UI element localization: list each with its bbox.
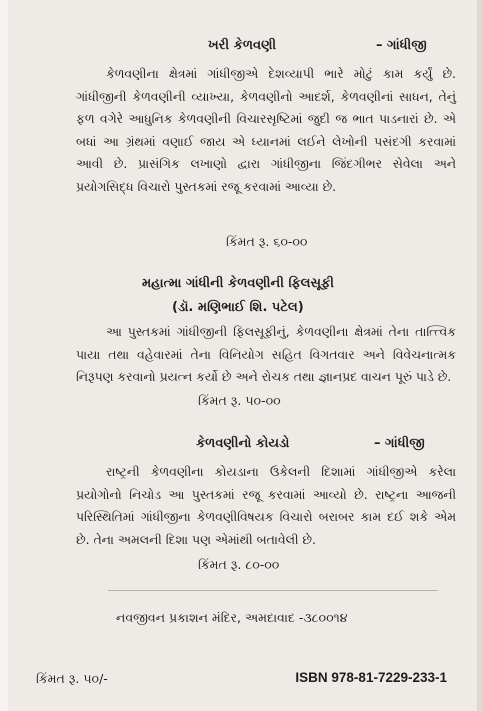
- book-3-price: કિંમત રૂ. ૮૦-૦૦: [198, 557, 280, 572]
- book-1-title: ખરી કેળવણી: [208, 38, 277, 53]
- book-2-title: મહાત્મા ગાંધીની કેળવણીની ફિલસૂફી: [142, 276, 335, 291]
- book-3-title: કેળવણીનો કોયડો: [196, 436, 290, 451]
- book-2-author: (ડૉ. મણિભાઈ શિ. પટેલ): [172, 300, 304, 315]
- isbn: ISBN 978-81-7229-233-1: [295, 670, 447, 685]
- publisher-line: નવજીવન પ્રકાશન મંદિર, અમદાવાદ -૩૮૦૦૧૪: [116, 610, 348, 625]
- divider: [108, 590, 438, 591]
- book-1-author: – ગાંધીજી: [376, 38, 427, 53]
- book-1-price: કિંમત રૂ. ૬૦-૦૦: [226, 234, 308, 249]
- book-2-price: કિંમત રૂ. ૫૦-૦૦: [198, 393, 281, 408]
- book-2-description: આ પુસ્તકમાં ગાંધીજીની ફિલસૂફીનું, કેળવણીના ક્ષેત્રમાં તેના તાત્ત્વિક પાયા તથા વહેવારમાં તેના વિનિયોગ સહિત વિગતવાર અને વિવેચનાત્મક નિરૂપણ કરવાનો પ્રયત્ન કર્યો છે અને રોચક તથા જ્ઞાનપ્રદ વાચન પૂરું પાડે છે.: [76, 324, 456, 384]
- cover-price: કિંમત રૂ. ૫૦/-: [36, 671, 108, 686]
- book-3-description: રાષ્ટ્રની કેળવણીના કોયડાના ઉકેલની દિશામાં ગાંધીજીએ કરેલા પ્રયોગોનો નિચોડ આ પુસ્તકમાં રજૂ કરવામાં આવ્યો છે. રાષ્ટ્રના આજની પરિસ્થિતિમાં ગાંધીજીના કેળવણીવિષયક વિચારો બરાબર કામ દઈ શકે એમ છે. તેના અમલની દિશા પણ એમાંથી બતાવેલી છે.: [76, 464, 456, 547]
- book-1-description: કેળવણીના ક્ષેત્રમાં ગાંધીજીએ દેશવ્યાપી ભારે મોટું કામ કર્યું છે. ગાંધીજીની કેળવણીની વ્યાખ્યા, કેળવણીનો આદર્શ, કેળવણીનાં સાધન, તેનું ફળ વગેરે આધુનિક કેળવણીની વિચારસૃષ્ટિમાં જુદી જ ભાત પાડનારાં છે. એ બધાં આ ગ્રંથમાં વણાઈ જાય એ ધ્યાનમાં લઈને લેખોની પસંદગી કરવામાં આવી છે. પ્રાસંગિક લખાણો દ્વારા ગાંધીજીના જિંદગીભર સેવેલા અને પ્રયોગસિદ્ધ વિચારો પુસ્તકમાં રજૂ કરવામાં આવ્યા છે.: [76, 66, 456, 194]
- book-3-author: – ગાંધીજી: [374, 436, 425, 451]
